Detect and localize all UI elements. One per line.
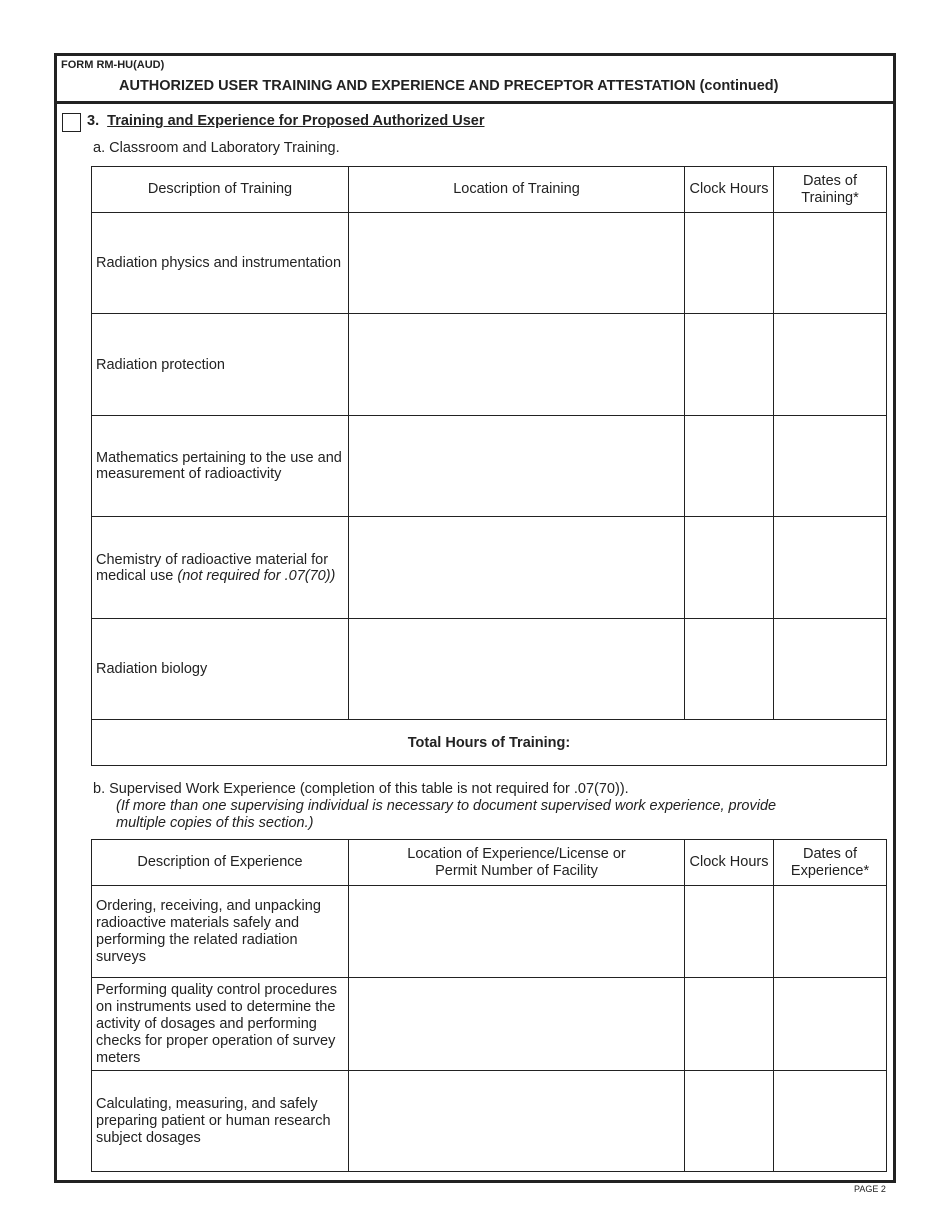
location-cell[interactable] [349, 517, 685, 619]
table-row [92, 978, 887, 1071]
form-title: AUTHORIZED USER TRAINING AND EXPERIENCE AND PRECEPTOR ATTESTATION (continued) [119, 78, 779, 94]
table-row [92, 1071, 887, 1172]
table-row [92, 886, 887, 978]
row-description [92, 517, 349, 619]
table-row [92, 213, 887, 314]
page-number: PAGE 2 [854, 1184, 886, 1194]
hours-cell[interactable] [685, 314, 774, 416]
row-description: Radiation protection [92, 314, 349, 416]
dates-cell[interactable] [774, 978, 887, 1071]
location-cell[interactable] [349, 978, 685, 1071]
col-description: Description of Training [92, 167, 349, 213]
total-hours-label[interactable]: Total Hours of Training: [92, 720, 887, 766]
table-row [92, 619, 887, 720]
hours-cell[interactable] [685, 517, 774, 619]
table-row [92, 416, 887, 517]
row-description: Calculating, measuring, and safely preparing patient or human research subject dosages [92, 1071, 349, 1172]
location-cell[interactable] [349, 886, 685, 978]
section-3-checkbox[interactable] [62, 113, 81, 132]
col-description: Description of Experience [92, 840, 349, 886]
col-location: Location of Training [349, 167, 685, 213]
location-cell[interactable] [349, 619, 685, 720]
row-description: Radiation physics and instrumentation [92, 213, 349, 314]
section-number: 3. [87, 113, 100, 129]
dates-cell[interactable] [774, 314, 887, 416]
hours-cell[interactable] [685, 213, 774, 314]
part-b-note: (If more than one supervising individual is necessary to document supervised work experience, provide multiple copies of this section.) [116, 798, 777, 831]
row-description: Radiation biology [92, 619, 349, 720]
location-cell[interactable] [349, 1071, 685, 1172]
location-cell[interactable] [349, 416, 685, 517]
experience-table [91, 839, 887, 1172]
col-location: Location of Experience/License or Permit Number of Facility [349, 840, 685, 886]
hours-cell[interactable] [685, 1071, 774, 1172]
section-heading [87, 113, 485, 129]
training-table [91, 166, 887, 766]
hours-cell[interactable] [685, 886, 774, 978]
col-clock-hours: Clock Hours [685, 840, 774, 886]
table-row [92, 517, 887, 619]
hours-cell[interactable] [685, 416, 774, 517]
description-note: (not required for .07(70)) [177, 567, 336, 584]
col-clock-hours: Clock Hours [685, 167, 774, 213]
location-cell[interactable] [349, 213, 685, 314]
dates-cell[interactable] [774, 416, 887, 517]
row-description: Performing quality control procedures on instruments used to determine the activity of dosages and performing checks for proper operation of survey meters [92, 978, 349, 1071]
dates-cell[interactable] [774, 619, 887, 720]
form-id: FORM RM-HU(AUD) [61, 59, 165, 71]
col-dates: Dates of Training* [774, 167, 887, 213]
hours-cell[interactable] [685, 619, 774, 720]
location-cell[interactable] [349, 314, 685, 416]
row-description: Mathematics pertaining to the use and measurement of radioactivity [92, 416, 349, 517]
form-header [57, 56, 893, 104]
dates-cell[interactable] [774, 886, 887, 978]
dates-cell[interactable] [774, 1071, 887, 1172]
section-title: Training and Experience for Proposed Authorized User [107, 113, 485, 129]
form-frame [54, 53, 896, 1183]
dates-cell[interactable] [774, 213, 887, 314]
col-dates: Dates of Experience* [774, 840, 887, 886]
dates-cell[interactable] [774, 517, 887, 619]
description-text: Chemistry of radioactive material for medical use [96, 551, 329, 584]
part-a-label: a. Classroom and Laboratory Training. [93, 140, 340, 156]
part-b-label [93, 781, 793, 832]
table-row [92, 314, 887, 416]
hours-cell[interactable] [685, 978, 774, 1071]
part-b-title: b. Supervised Work Experience (completion of this table is not required for .07(70)). [93, 781, 629, 797]
row-description: Ordering, receiving, and unpacking radioactive materials safely and performing the related radiation surveys [92, 886, 349, 978]
